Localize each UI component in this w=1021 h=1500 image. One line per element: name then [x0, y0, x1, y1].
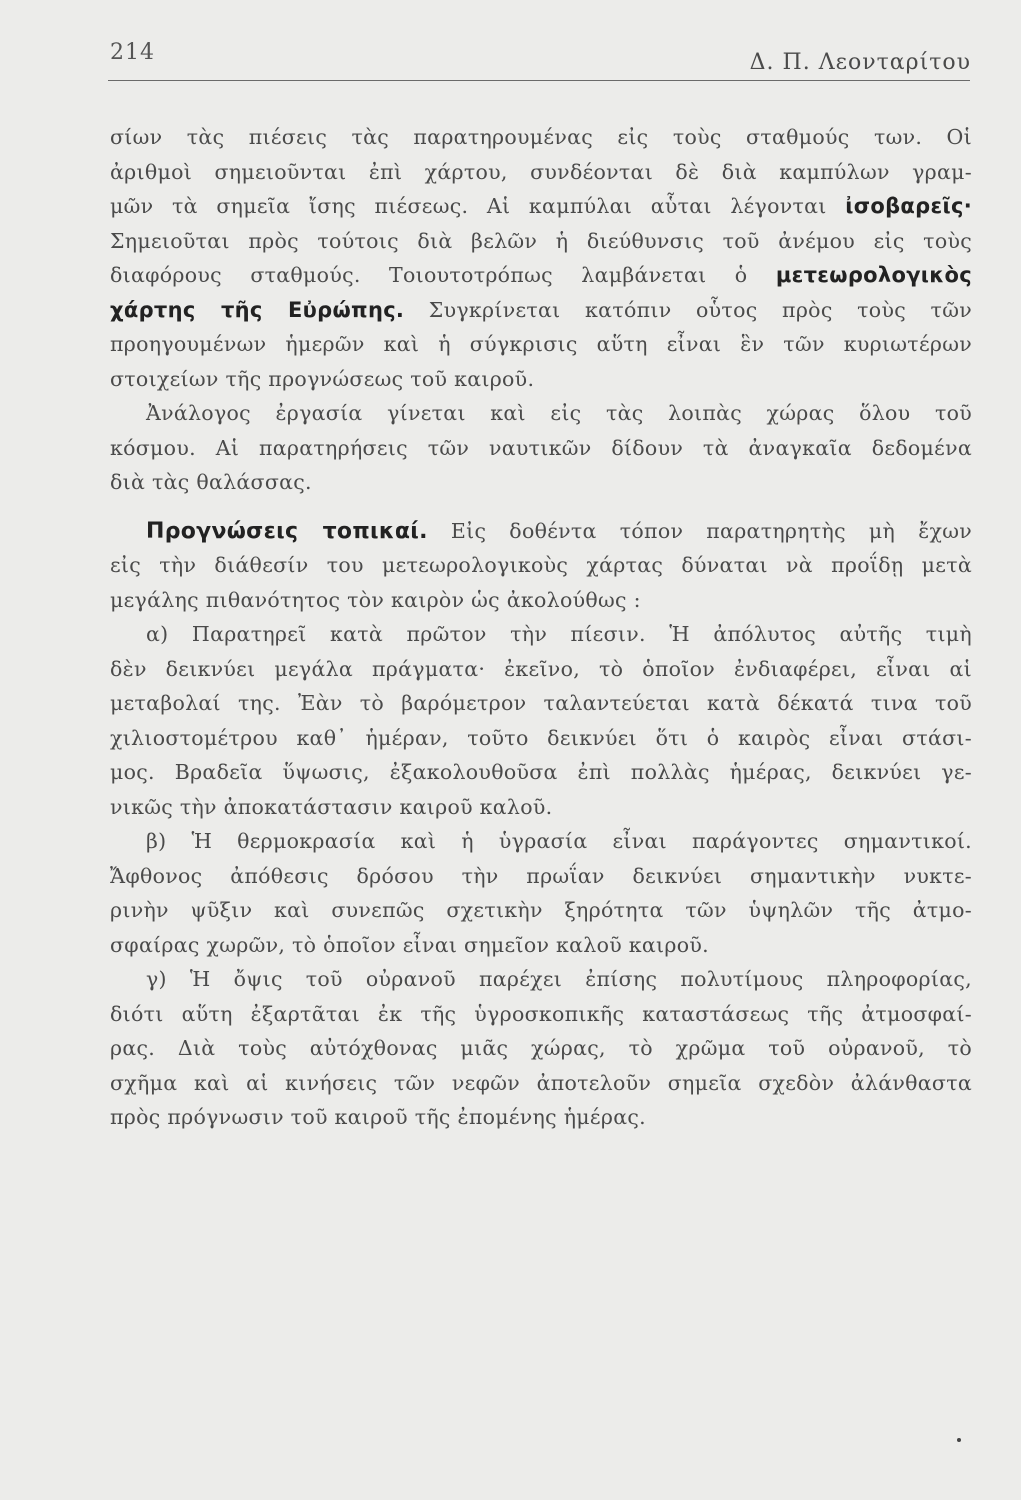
- text-line: εἰς τὴν διάθεσίν του μετεωρολογικοὺς χάρτας δύναται νὰ προΐδῃ μετὰ: [110, 553, 972, 577]
- text-line: [110, 258, 972, 293]
- text-span: Συγκρίνεται κατόπιν οὗτος πρὸς τοὺς τῶν: [428, 297, 972, 322]
- text-line: Ἀνάλογος ἐργασία γίνεται καὶ εἰς τὰς λοιπὰς χώρας ὅλου τοῦ: [146, 401, 972, 425]
- text-line: νικῶς τὴν ἀποκατάστασιν καιροῦ καλοῦ.: [110, 794, 553, 819]
- term-weather-map-cont: χάρτης τῆς Εὐρώπης.: [110, 297, 405, 322]
- header-rule: [108, 80, 970, 81]
- text-line: προηγουμένων ἡμερῶν καὶ ἡ σύγκρισις αὕτη εἶναι ἓν τῶν κυριωτέρων: [110, 332, 972, 356]
- running-head: Δ. Π. Λεονταρίτου: [749, 50, 971, 75]
- text-line: ἀριθμοὶ σημειοῦνται ἐπὶ χάρτου, συνδέονται δὲ διὰ καμπύλων γραμ-: [110, 159, 972, 184]
- text-line: [110, 293, 972, 328]
- text-line: ρινὴν ψῦξιν καὶ συνεπῶς σχετικὴν ξηρότητα τῶν ὑψηλῶν τῆς ἀτμο-: [110, 898, 972, 922]
- body-text: [110, 120, 972, 1135]
- text-line: σφαίρας χωρῶν, τὸ ὁποῖον εἶναι σημεῖον καλοῦ καιροῦ.: [110, 932, 709, 957]
- text-line: μεταβολαί της. Ἐὰν τὸ βαρόμετρον ταλαντεύεται κατὰ δέκατά τινα τοῦ: [110, 691, 972, 715]
- text-line: διότι αὕτη ἐξαρτᾶται ἐκ τῆς ὑγροσκοπικῆς καταστάσεως τῆς ἀτμοσφαί-: [110, 1001, 972, 1026]
- section-heading-line: [110, 514, 972, 549]
- text-line: μος. Βραδεῖα ὕψωσις, ἐξακολουθοῦσα ἐπὶ πολλὰς ἡμέρας, δεικνύει γε-: [110, 760, 972, 784]
- page-number: 214: [110, 40, 155, 65]
- end-dot-mark: [957, 1438, 961, 1442]
- page-header: [0, 0, 1021, 90]
- text-line: δὲν δεικνύει μεγάλα πράγματα· ἐκεῖνο, τὸ ὁποῖον ἐνδιαφέρει, εἶναι αἱ: [110, 656, 972, 681]
- text-line: β) Ἡ θερμοκρασία καὶ ἡ ὑγρασία εἶναι παράγοντες σημαντικοί.: [146, 829, 972, 853]
- text-span: διαφόρους σταθμούς. Τοιουτοτρόπως λαμβάνεται ὁ: [110, 263, 748, 287]
- text-span: μῶν τὰ σημεῖα ἴσης πιέσεως. Αἱ καμπύλαι αὗται λέγονται: [110, 194, 827, 218]
- term-isobars: ἰσοβαρεῖς·: [845, 194, 972, 218]
- text-span: Εἰς δοθέντα τόπον παρατηρητὴς μὴ ἔχων: [450, 518, 972, 543]
- text-line: μεγάλης πιθανότητος τὸν καιρὸν ὡς ἀκολούθως :: [110, 587, 641, 612]
- text-line: γ) Ἡ ὄψις τοῦ οὐρανοῦ παρέχει ἐπίσης πολυτίμους πληροφορίας,: [146, 967, 972, 991]
- text-line: κόσμου. Αἱ παρατηρήσεις τῶν ναυτικῶν δίδουν τὰ ἀναγκαῖα δεδομένα: [110, 435, 972, 460]
- text-line: Σημειοῦται πρὸς τούτοις διὰ βελῶν ἡ διεύθυνσις τοῦ ἀνέμου εἰς τοὺς: [110, 228, 972, 253]
- term-weather-map: μετεωρολογικὸς: [775, 263, 972, 287]
- text-line: πρὸς πρόγνωσιν τοῦ καιροῦ τῆς ἐπομένης ἡμέρας.: [110, 1105, 646, 1129]
- text-line: [110, 189, 972, 224]
- section-heading: Προγνώσεις τοπικαί.: [146, 518, 428, 544]
- text-line: Ἄφθονος ἀπόθεσις δρόσου τὴν πρωΐαν δεικνύει σημαντικὴν νυκτε-: [110, 863, 972, 888]
- text-line: χιλιοστομέτρου καθ᾿ ἡμέραν, τοῦτο δεικνύει ὅτι ὁ καιρὸς εἶναι στάσι-: [110, 725, 972, 750]
- text-line: σχῆμα καὶ αἱ κινήσεις τῶν νεφῶν ἀποτελοῦν σημεῖα σχεδὸν ἀλάνθαστα: [110, 1070, 972, 1095]
- text-line: σίων τὰς πιέσεις τὰς παρατηρουμένας εἰς τοὺς σταθμούς των. Οἱ: [110, 125, 972, 149]
- text-line: α) Παρατηρεῖ κατὰ πρῶτον τὴν πίεσιν. Ἡ ἀπόλυτος αὐτῆς τιμὴ: [146, 622, 972, 646]
- text-line: στοιχείων τῆς προγνώσεως τοῦ καιροῦ.: [110, 366, 535, 391]
- text-line: διὰ τὰς θαλάσσας.: [110, 470, 312, 494]
- text-line: ρας. Διὰ τοὺς αὐτόχθονας μιᾶς χώρας, τὸ χρῶμα τοῦ οὐρανοῦ, τὸ: [110, 1036, 972, 1060]
